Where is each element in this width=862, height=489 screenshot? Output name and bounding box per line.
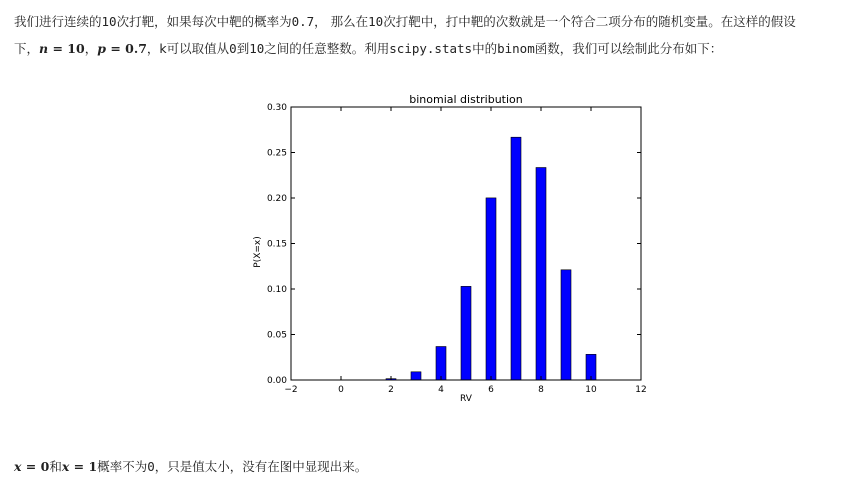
text-segment: 到	[236, 41, 250, 56]
math-x-value-0: 0	[40, 459, 50, 474]
text-segment: ，	[84, 41, 98, 56]
y-axis-label-group	[253, 236, 263, 267]
x-tick-label: 4	[438, 385, 444, 395]
y-tick-label: 0.20	[266, 194, 287, 204]
text-segment: 概率不为	[97, 459, 148, 474]
math-x-value-1: 1	[88, 459, 98, 474]
inline-code: 10	[101, 14, 117, 29]
bar-x9	[561, 270, 571, 380]
inline-code: 10	[368, 14, 384, 29]
inline-code: 0.7	[291, 14, 315, 29]
bar-x5	[461, 286, 471, 380]
x-tick-label: 10	[585, 385, 597, 395]
binomial-bar-chart	[240, 88, 670, 418]
x-tick-label: −2	[284, 385, 298, 395]
y-tick-label: 0.30	[266, 103, 287, 113]
note-paragraph	[14, 453, 367, 480]
text-segment: 我们进行连续的	[14, 14, 102, 29]
inline-code: 10	[249, 41, 265, 56]
text-segment: ， 那么在	[314, 14, 369, 29]
math-p-variable: p	[97, 41, 106, 56]
text-segment: 之间的任意整数。利用	[264, 41, 390, 56]
inline-code: 0	[147, 459, 155, 474]
text-segment: 次打靶中，打中靶的次数就是一个符合二项分布的随机变量。在这样的假设	[383, 14, 796, 29]
intro-paragraph	[14, 8, 796, 62]
text-segment: ，只是值太小，没有在图中显现出来。	[154, 459, 368, 474]
y-tick-label: 0.10	[266, 285, 287, 295]
y-tick-label: 0.00	[266, 376, 287, 386]
math-p-value: 0.7	[125, 41, 147, 56]
y-tick-label: 0.15	[266, 239, 287, 250]
y-tick-label: 0.25	[266, 148, 287, 159]
chart-title: binomial distribution	[409, 93, 523, 106]
math-x-variable: x	[61, 459, 70, 474]
x-tick-label: 2	[388, 385, 394, 395]
bar-x7	[511, 137, 521, 380]
bar-x3	[411, 372, 421, 380]
text-segment: 函数，我们可以绘制此分布如下：	[534, 41, 723, 56]
x-tick-label: 0	[338, 385, 344, 395]
text-segment: 下，	[14, 41, 40, 56]
text-segment: 中的	[472, 41, 498, 56]
inline-code: 0	[229, 41, 237, 56]
inline-code: binom	[497, 41, 535, 56]
math-n-variable: n	[39, 41, 49, 56]
y-tick-label: 0.05	[266, 330, 287, 341]
ticks-group	[267, 103, 647, 395]
x-tick-label: 6	[488, 385, 494, 395]
note-line: x = 0和x = 1概率不为0，只是值太小，没有在图中显现出来。	[14, 459, 368, 474]
text-segment: 和	[49, 459, 62, 474]
x-tick-label: 12	[635, 385, 647, 395]
bars-group	[336, 137, 596, 380]
bar-x8	[536, 168, 546, 380]
text-segment: ，k可以取值从	[146, 41, 230, 56]
y-axis-label: P(X=x)	[253, 236, 263, 268]
math-x-variable: x	[14, 459, 22, 474]
x-tick-label: 8	[538, 385, 544, 395]
math-n-value: 10	[67, 41, 85, 56]
bar-x6	[486, 198, 496, 380]
intro-line-2: 下，n = 10，p = 0.7，k可以取值从0到10之间的任意整数。利用scipy.stats中的binom函数，我们可以绘制此分布如下：	[14, 41, 723, 56]
x-axis-label: RV	[460, 394, 472, 404]
intro-line-1	[14, 8, 796, 35]
bar-x4	[436, 347, 446, 380]
inline-code: scipy.stats	[389, 41, 473, 56]
text-segment: 次打靶，如果每次中靶的概率为	[116, 14, 292, 29]
